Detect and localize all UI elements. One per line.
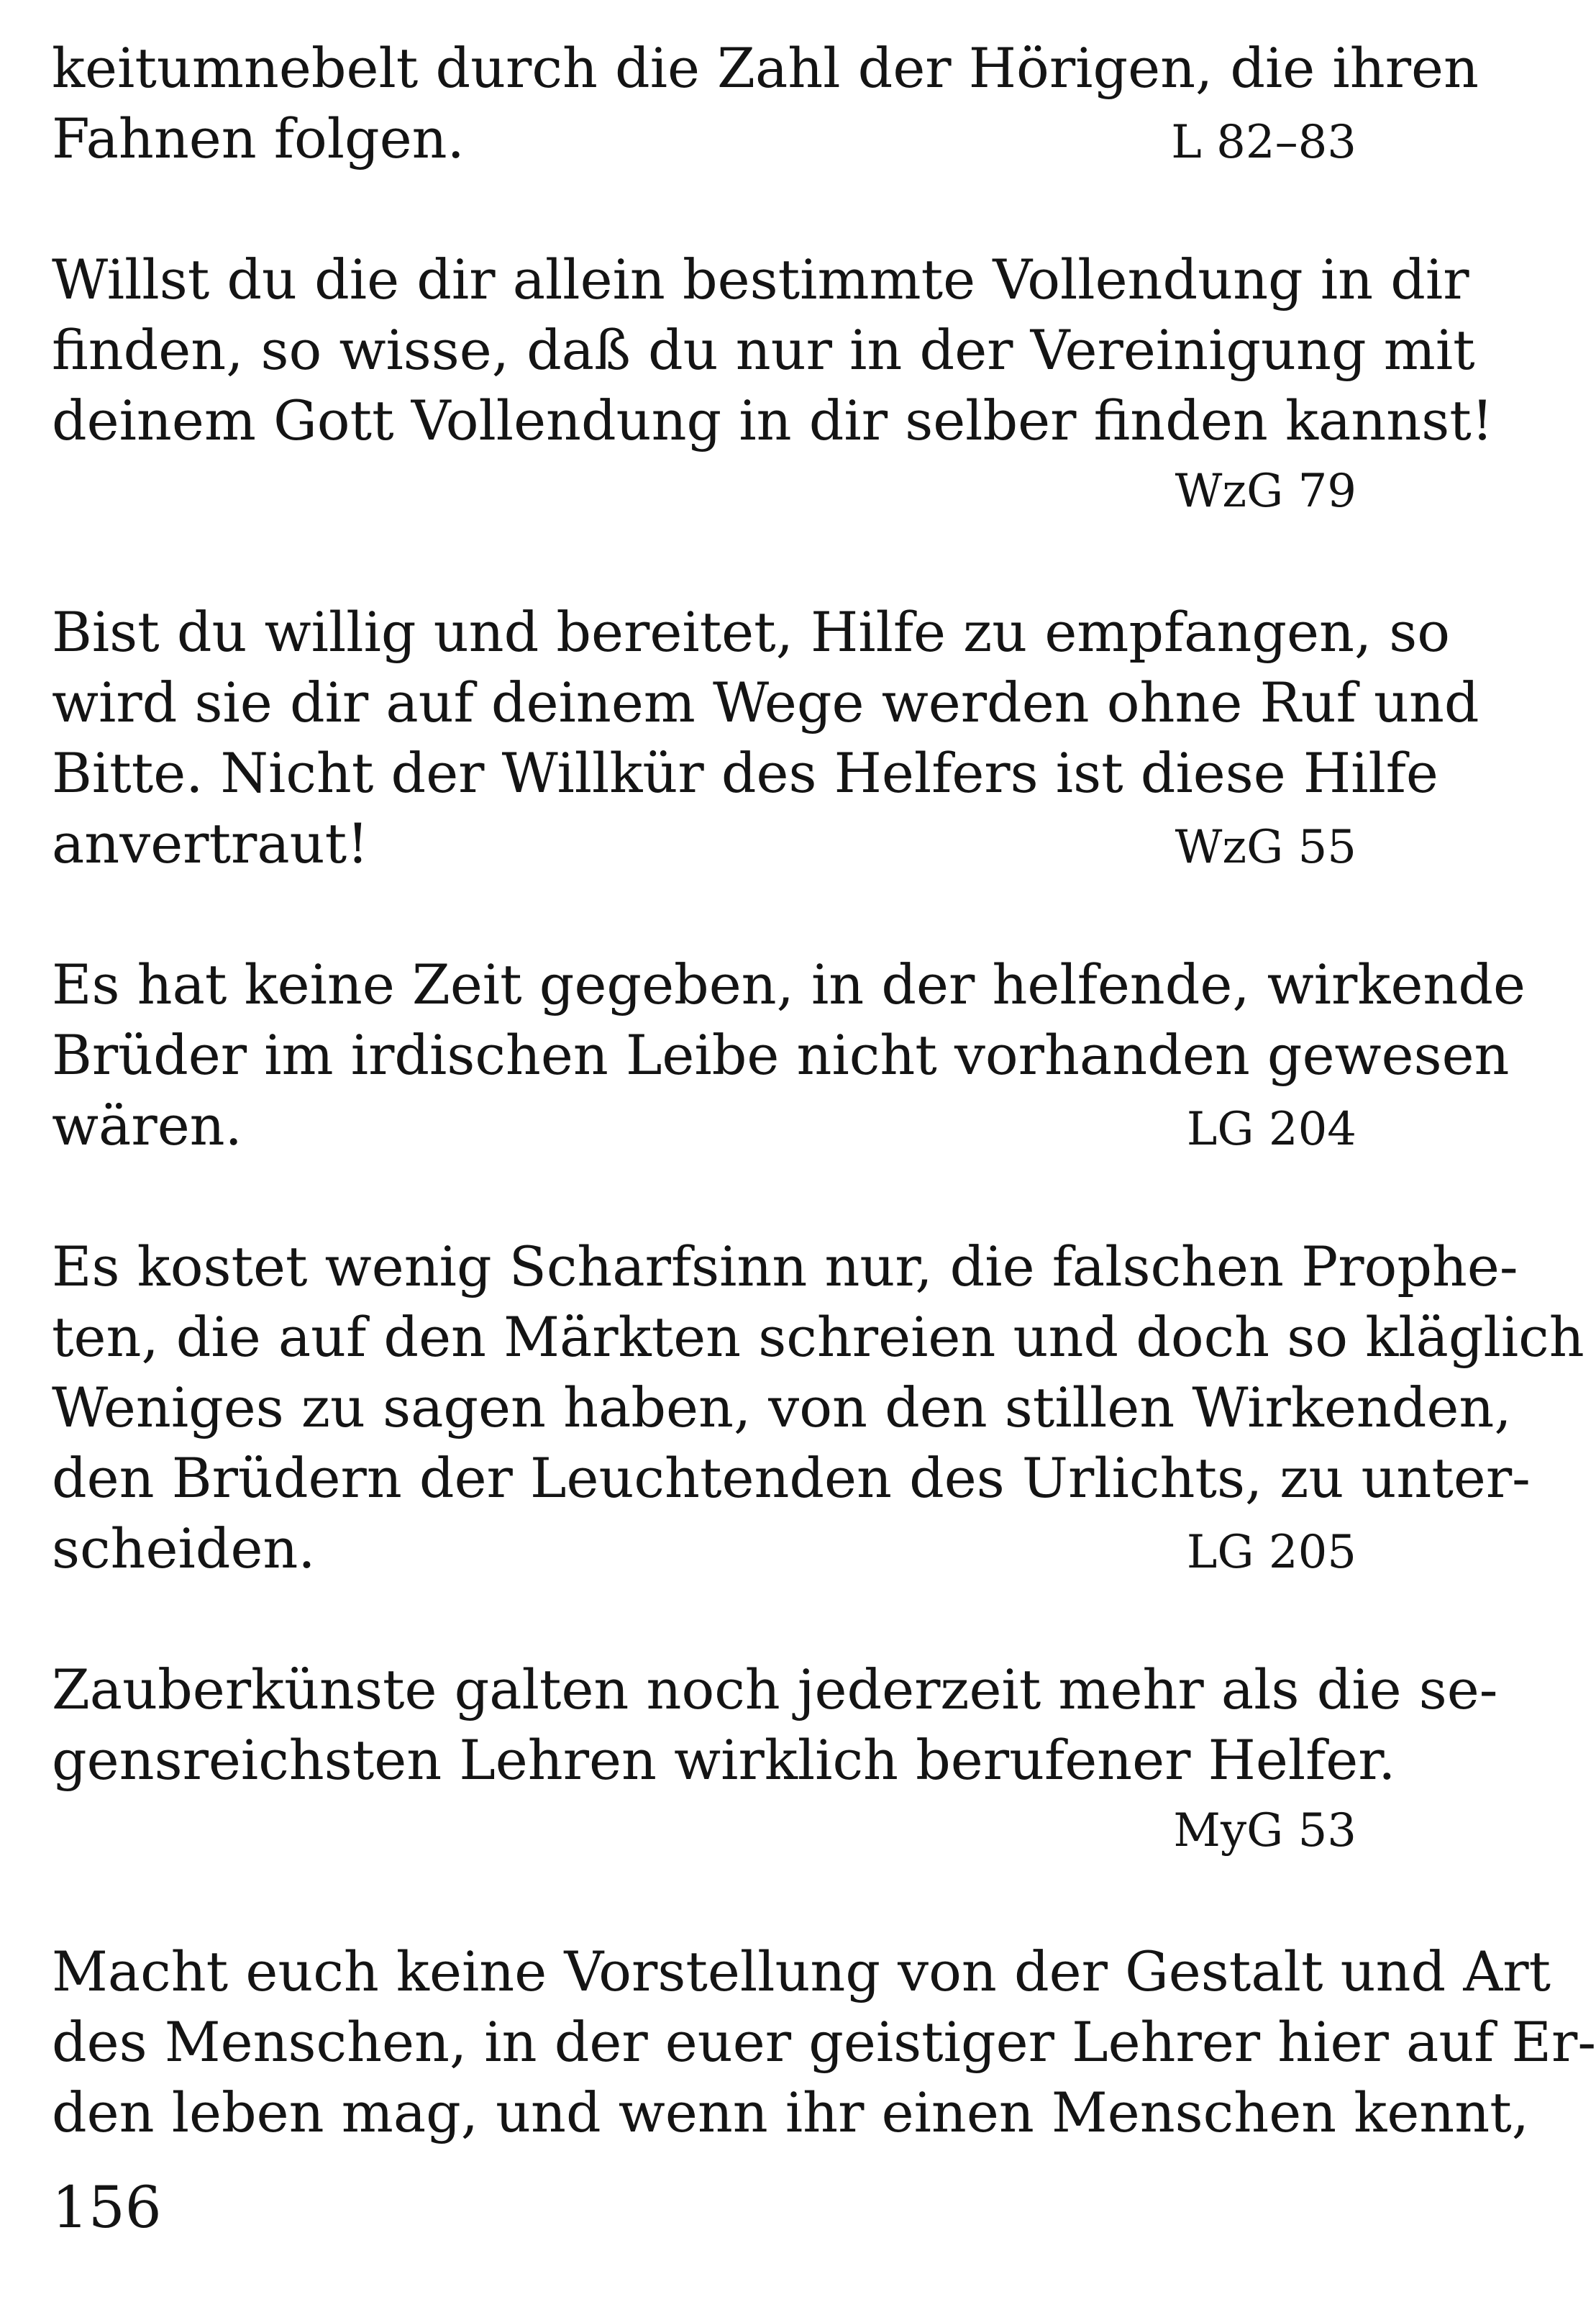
text-line: Es kostet wenig Scharfsinn nur, die falschen Prophe- [52,1234,1518,1298]
text-line: Macht euch keine Vorstellung von der Gestalt und Art [52,1939,1551,2003]
text-line: Zauberkünste galten noch jederzeit mehr als die se- [52,1657,1498,1721]
text-line-with-reference [52,809,1356,879]
book-page [52,33,1596,2270]
text-line: ten, die auf den Märkten schreien und doch so kläglich [52,1305,1584,1369]
text-line: Fahnen folgen. [52,106,465,170]
quote-entry [52,597,1479,879]
quote-entry [52,950,1526,1161]
quote-entry [52,1232,1584,1584]
text-line: scheiden. [52,1516,316,1580]
text-line: des Menschen, in der euer geistiger Lehrer hier auf Er- [52,2010,1596,2074]
text-line: Willst du die dir allein bestimmte Vollendung in dir [52,247,1469,311]
text-line: wären. [52,1093,242,1157]
text-line: anvertraut! [52,811,369,875]
text-line: gensreichsten Lehren wirklich berufener Helfer. [52,1728,1396,1792]
text-line: den leben mag, und wenn ihr einen Menschen kennt, [52,2080,1529,2144]
quote-entry [52,1655,1498,1866]
text-line-with-reference [52,1514,1356,1584]
text-line: wird sie dir auf deinem Wege werden ohne Ruf und [52,670,1479,734]
text-line: Es hat keine Zeit gegeben, in der helfende, wirkende [52,952,1526,1016]
quote-entry [52,33,1479,174]
source-reference: MyG 53 [1173,1804,1356,1857]
source-reference: LG 205 [1186,1526,1356,1579]
text-line: deinem Gott Vollendung in dir selber finden kannst! [52,388,1494,452]
text-line: finden, so wisse, daß du nur in der Vereinigung mit [52,318,1475,382]
text-line: Weniges zu sagen haben, von den stillen Wirkenden, [52,1375,1512,1439]
quote-entry [52,1937,1596,2148]
source-reference: WzG 79 [1175,465,1356,518]
text-line: Brüder im irdischen Leibe nicht vorhanden gewesen [52,1023,1510,1087]
text-line: Bitte. Nicht der Willkür des Helfers ist diese Hilfe [52,741,1438,805]
source-reference: L 82–83 [1171,116,1356,169]
source-reference: WzG 55 [1175,821,1356,874]
text-line: keitumnebelt durch die Zahl der Hörigen, die ihren [52,36,1479,100]
quote-entry [52,245,1494,527]
text-line: Bist du willig und bereitet, Hilfe zu empfangen, so [52,600,1451,664]
source-reference: LG 204 [1186,1103,1356,1156]
page-number: 156 [52,2174,162,2241]
text-line-with-reference [52,1091,1356,1161]
text-line: den Brüdern der Leuchtenden des Urlichts, zu unter- [52,1446,1531,1510]
text-line-with-reference [52,104,1356,174]
